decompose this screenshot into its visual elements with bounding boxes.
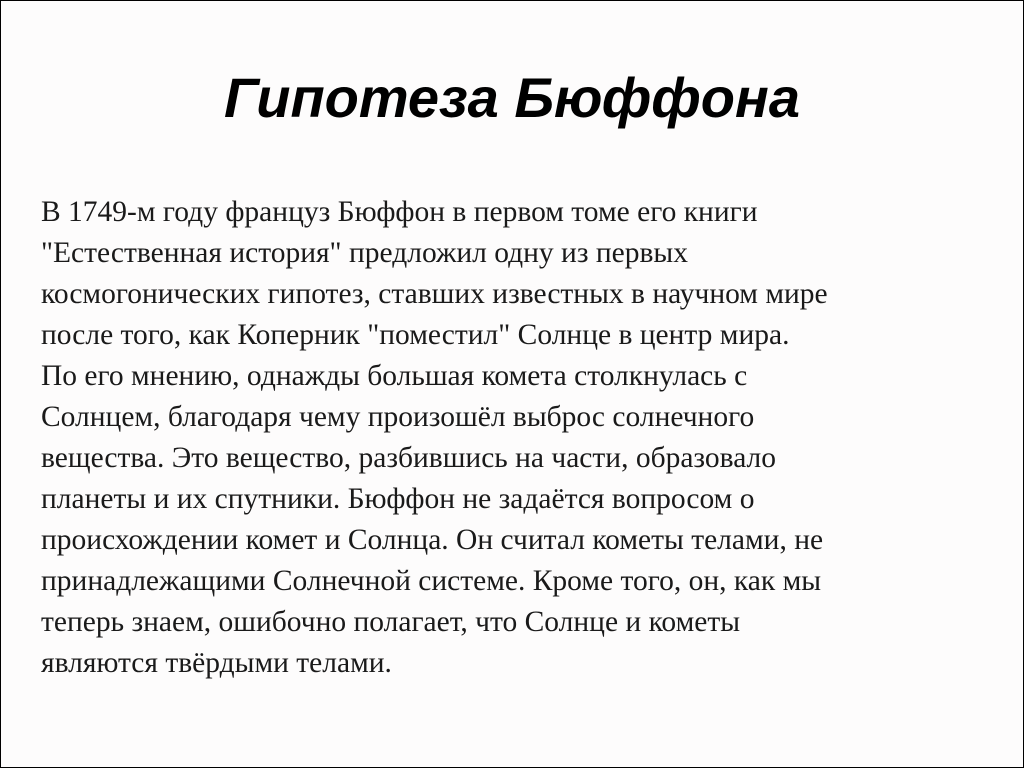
body-line: являются твёрдыми телами.	[41, 647, 392, 679]
body-line: космогонических гипотез, ставших известных в научном мире	[41, 278, 828, 310]
body-line: В 1749-м году француз Бюффон в первом томе его книги	[41, 196, 758, 228]
body-line: принадлежащими Солнечной системе. Кроме того, он, как мы	[41, 565, 822, 597]
body-line: планеты и их спутники. Бюффон не задаётся вопросом о	[41, 483, 755, 515]
body-line: теперь знаем, ошибочно полагает, что Солнце и кометы	[41, 606, 741, 638]
slide-body-text	[41, 192, 981, 684]
body-line: вещества. Это вещество, разбившись на части, образовало	[41, 442, 777, 474]
body-line: происхождении комет и Солнца. Он считал кометы телами, не	[41, 524, 824, 556]
body-line: "Естественная история" предложил одну из первых	[41, 237, 688, 269]
body-line: после того, как Коперник "поместил" Солнце в центр мира.	[41, 319, 790, 351]
slide-title: Гипотеза Бюффона	[224, 66, 800, 129]
body-line: Солнцем, благодаря чему произошёл выброс солнечного	[41, 401, 755, 433]
body-line: По его мнению, однажды большая комета столкнулась с	[41, 360, 748, 392]
